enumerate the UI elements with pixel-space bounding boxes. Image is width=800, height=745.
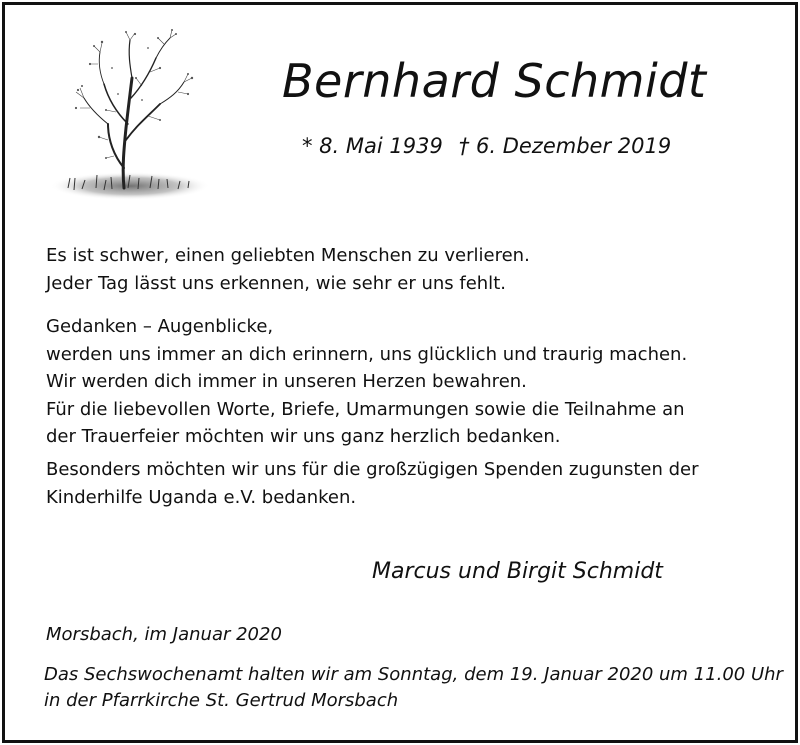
tree-illustration bbox=[38, 28, 210, 206]
text-line: Kinderhilfe Uganda e.V. bedanken. bbox=[46, 486, 357, 508]
life-dates bbox=[302, 134, 671, 158]
text-line: Das Sechswochenamt halten wir am Sonntag, dem 19. Januar 2020 um 11.00 Uhr bbox=[44, 664, 783, 685]
text-line: Besonders möchten wir uns für die großzügigen Spenden zugunsten der bbox=[46, 459, 699, 480]
deceased-name: Bernhard Schmidt bbox=[282, 54, 707, 108]
paragraph-intro bbox=[46, 242, 530, 297]
place-date: Morsbach, im Januar 2020 bbox=[46, 624, 282, 645]
death-date: † 6. Dezember 2019 bbox=[458, 134, 672, 158]
signature: Marcus und Birgit Schmidt bbox=[372, 559, 663, 584]
text-line: Es ist schwer, einen geliebten Menschen zu verlieren. bbox=[46, 245, 530, 266]
text-line: der Trauerfeier möchten wir uns ganz herzlich bedanken. bbox=[46, 426, 561, 447]
paragraph-thanks bbox=[46, 313, 687, 451]
text-line: Gedanken – Augenblicke, bbox=[46, 316, 274, 337]
text-line: werden uns immer an dich erinnern, uns glücklich und traurig machen. bbox=[46, 343, 688, 365]
text-line: Für die liebevollen Worte, Briefe, Umarmungen sowie die Teilnahme an bbox=[46, 398, 685, 420]
birth-date: * 8. Mai 1939 bbox=[302, 134, 443, 158]
text-line: Wir werden dich immer in unseren Herzen bewahren. bbox=[46, 371, 527, 392]
text-line: in der Pfarrkirche St. Gertrud Morsbach bbox=[44, 690, 399, 711]
paragraph-donations bbox=[46, 456, 698, 511]
service-info bbox=[44, 662, 783, 714]
text-line: Jeder Tag lässt uns erkennen, wie sehr er uns fehlt. bbox=[46, 272, 506, 294]
